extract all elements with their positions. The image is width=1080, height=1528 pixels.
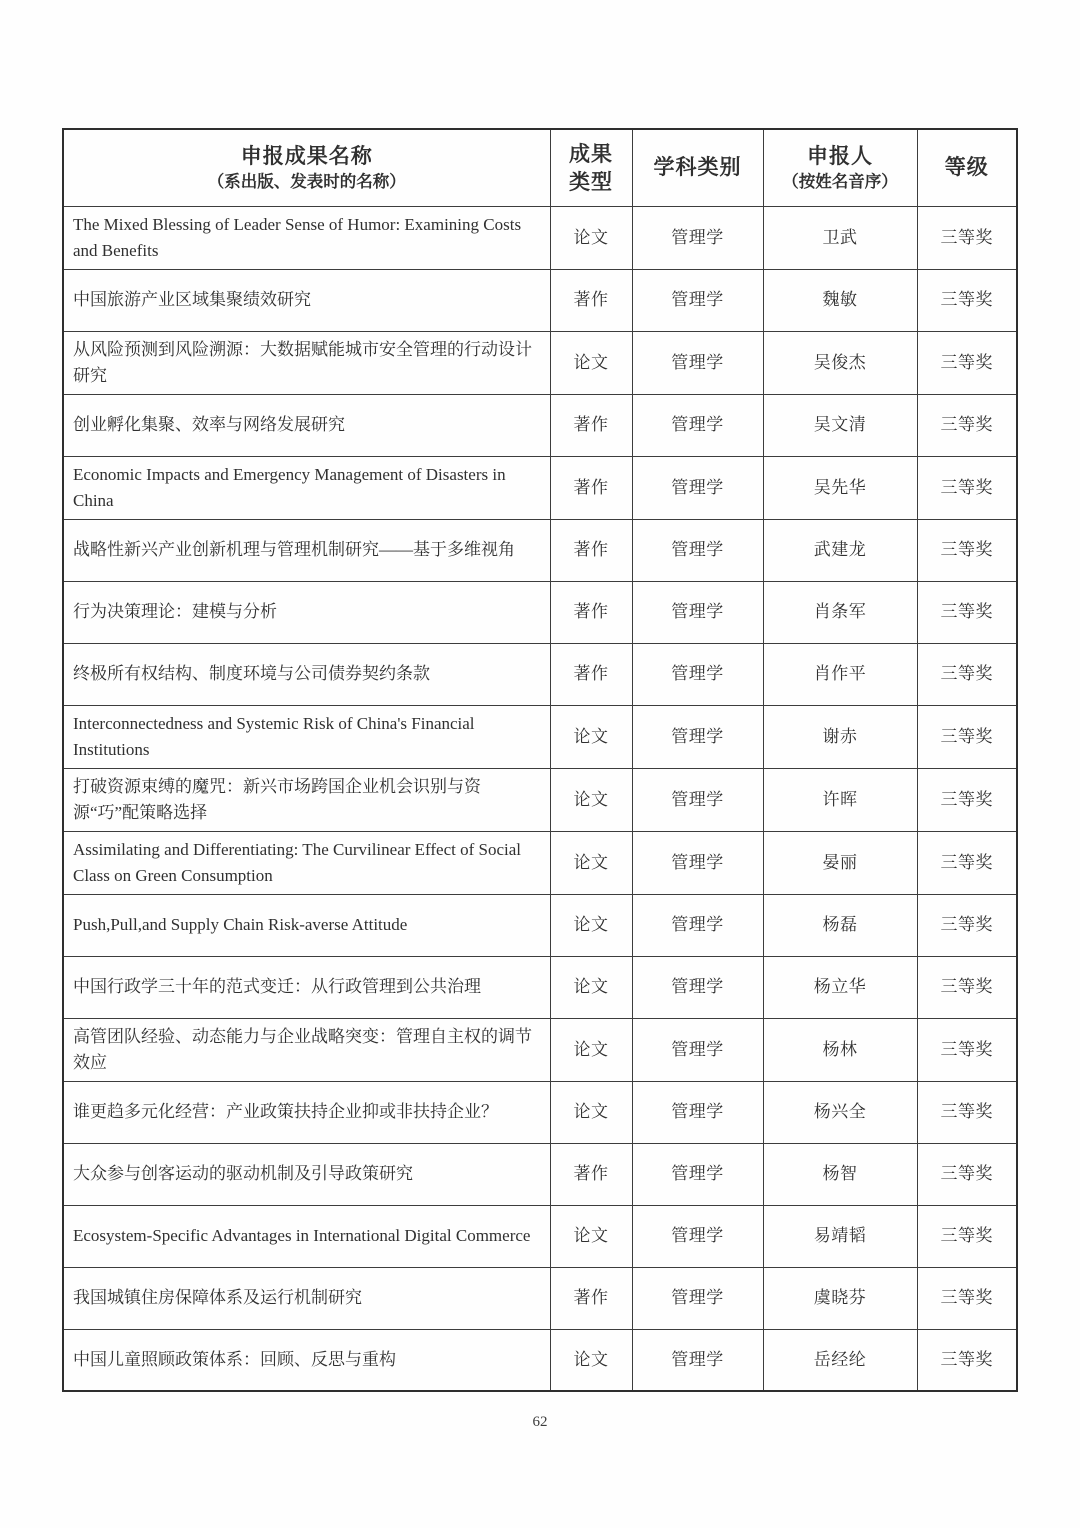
header-achievement-name-title: 申报成果名称 — [240, 143, 373, 168]
cell-applicant: 吴俊杰 — [763, 331, 917, 394]
cell-achievement-name: 打破资源束缚的魔咒：新兴市场跨国企业机会识别与资源“巧”配策略选择 — [63, 768, 550, 831]
awards-table — [62, 128, 1018, 1392]
header-achievement-name-subtitle: （系出版、发表时的名称） — [207, 171, 406, 191]
cell-achievement-name: Assimilating and Differentiating: The Curvilinear Effect of Social Class on Green Consumption — [63, 831, 550, 894]
cell-subject-category: 管理学 — [632, 894, 763, 956]
cell-applicant: 杨智 — [763, 1143, 917, 1205]
header-applicant — [763, 129, 917, 206]
cell-achievement-type: 著作 — [550, 581, 632, 643]
cell-subject-category: 管理学 — [632, 1329, 763, 1391]
cell-subject-category: 管理学 — [632, 519, 763, 581]
cell-achievement-type: 著作 — [550, 1267, 632, 1329]
cell-subject-category: 管理学 — [632, 456, 763, 519]
cell-applicant: 肖条军 — [763, 581, 917, 643]
table-row — [63, 1143, 1017, 1205]
cell-grade: 三等奖 — [917, 956, 1017, 1018]
cell-applicant: 肖作平 — [763, 643, 917, 705]
cell-applicant: 卫武 — [763, 206, 917, 269]
cell-grade: 三等奖 — [917, 768, 1017, 831]
header-subject-category-label: 学科类别 — [653, 154, 742, 179]
table-row — [63, 456, 1017, 519]
cell-achievement-type: 论文 — [550, 1018, 632, 1081]
cell-subject-category: 管理学 — [632, 643, 763, 705]
cell-applicant: 许晖 — [763, 768, 917, 831]
cell-subject-category: 管理学 — [632, 768, 763, 831]
cell-achievement-type: 论文 — [550, 956, 632, 1018]
cell-subject-category: 管理学 — [632, 1143, 763, 1205]
header-achievement-type-line2: 类型 — [569, 169, 613, 194]
table-row — [63, 643, 1017, 705]
cell-achievement-type: 论文 — [550, 768, 632, 831]
cell-achievement-type: 著作 — [550, 456, 632, 519]
cell-subject-category: 管理学 — [632, 206, 763, 269]
header-applicant-title: 申报人 — [807, 143, 873, 168]
cell-achievement-name: 从风险预测到风险溯源：大数据赋能城市安全管理的行动设计研究 — [63, 331, 550, 394]
header-achievement-type-line1: 成果 — [569, 141, 613, 166]
table-row — [63, 768, 1017, 831]
cell-subject-category: 管理学 — [632, 1205, 763, 1267]
cell-achievement-type: 著作 — [550, 1143, 632, 1205]
cell-grade: 三等奖 — [917, 1143, 1017, 1205]
cell-achievement-name: 大众参与创客运动的驱动机制及引导政策研究 — [63, 1143, 550, 1205]
cell-achievement-name: 行为决策理论：建模与分析 — [63, 581, 550, 643]
cell-achievement-type: 著作 — [550, 519, 632, 581]
cell-grade: 三等奖 — [917, 1205, 1017, 1267]
cell-applicant: 易靖韬 — [763, 1205, 917, 1267]
cell-applicant: 杨磊 — [763, 894, 917, 956]
table-row — [63, 1081, 1017, 1143]
cell-achievement-name: 中国儿童照顾政策体系：回顾、反思与重构 — [63, 1329, 550, 1391]
cell-subject-category: 管理学 — [632, 1018, 763, 1081]
cell-achievement-name: Interconnectedness and Systemic Risk of China's Financial Institutions — [63, 705, 550, 768]
cell-subject-category: 管理学 — [632, 705, 763, 768]
table-row — [63, 519, 1017, 581]
cell-grade: 三等奖 — [917, 269, 1017, 331]
cell-achievement-name: Push,Pull,and Supply Chain Risk-averse Attitude — [63, 894, 550, 956]
cell-subject-category: 管理学 — [632, 331, 763, 394]
table-row — [63, 831, 1017, 894]
header-applicant-subtitle: （按姓名音序） — [782, 171, 898, 191]
cell-achievement-type: 著作 — [550, 643, 632, 705]
cell-grade: 三等奖 — [917, 206, 1017, 269]
table-row — [63, 581, 1017, 643]
cell-achievement-type: 论文 — [550, 331, 632, 394]
cell-applicant: 武建龙 — [763, 519, 917, 581]
cell-achievement-type: 论文 — [550, 1329, 632, 1391]
table-row — [63, 1205, 1017, 1267]
cell-achievement-type: 论文 — [550, 831, 632, 894]
table-row — [63, 1329, 1017, 1391]
cell-applicant: 杨林 — [763, 1018, 917, 1081]
cell-applicant: 杨兴全 — [763, 1081, 917, 1143]
table-body — [63, 206, 1017, 1391]
cell-achievement-name: 谁更趋多元化经营：产业政策扶持企业抑或非扶持企业？ — [63, 1081, 550, 1143]
table-row — [63, 269, 1017, 331]
cell-grade: 三等奖 — [917, 519, 1017, 581]
cell-subject-category: 管理学 — [632, 269, 763, 331]
cell-achievement-type: 著作 — [550, 269, 632, 331]
header-achievement-type — [550, 129, 632, 206]
cell-grade: 三等奖 — [917, 1018, 1017, 1081]
cell-grade: 三等奖 — [917, 1329, 1017, 1391]
cell-achievement-name: 战略性新兴产业创新机理与管理机制研究——基于多维视角 — [63, 519, 550, 581]
cell-grade: 三等奖 — [917, 331, 1017, 394]
cell-achievement-name: 高管团队经验、动态能力与企业战略突变：管理自主权的调节效应 — [63, 1018, 550, 1081]
table-row — [63, 705, 1017, 768]
cell-grade: 三等奖 — [917, 394, 1017, 456]
cell-applicant: 魏敏 — [763, 269, 917, 331]
table-row — [63, 206, 1017, 269]
header-subject-category — [632, 129, 763, 206]
cell-grade: 三等奖 — [917, 643, 1017, 705]
table-row — [63, 394, 1017, 456]
cell-achievement-type: 论文 — [550, 1081, 632, 1143]
page-number: 62 — [532, 1414, 548, 1430]
cell-grade: 三等奖 — [917, 705, 1017, 768]
cell-grade: 三等奖 — [917, 831, 1017, 894]
table-row — [63, 1267, 1017, 1329]
cell-grade: 三等奖 — [917, 456, 1017, 519]
cell-applicant: 晏丽 — [763, 831, 917, 894]
cell-subject-category: 管理学 — [632, 581, 763, 643]
table-row — [63, 956, 1017, 1018]
cell-applicant: 杨立华 — [763, 956, 917, 1018]
cell-achievement-name: Ecosystem-Specific Advantages in International Digital Commerce — [63, 1205, 550, 1267]
cell-subject-category: 管理学 — [632, 1267, 763, 1329]
cell-achievement-name: 终极所有权结构、制度环境与公司债券契约条款 — [63, 643, 550, 705]
cell-achievement-name: 中国旅游产业区域集聚绩效研究 — [63, 269, 550, 331]
header-row — [63, 129, 1017, 206]
cell-grade: 三等奖 — [917, 1267, 1017, 1329]
cell-grade: 三等奖 — [917, 894, 1017, 956]
cell-achievement-name: 创业孵化集聚、效率与网络发展研究 — [63, 394, 550, 456]
cell-achievement-name: Economic Impacts and Emergency Management of Disasters in China — [63, 456, 550, 519]
cell-achievement-type: 著作 — [550, 394, 632, 456]
cell-subject-category: 管理学 — [632, 1081, 763, 1143]
header-achievement-name — [63, 129, 550, 206]
cell-applicant: 岳经纶 — [763, 1329, 917, 1391]
cell-achievement-type: 论文 — [550, 1205, 632, 1267]
cell-achievement-name: 我国城镇住房保障体系及运行机制研究 — [63, 1267, 550, 1329]
cell-subject-category: 管理学 — [632, 831, 763, 894]
table-row — [63, 331, 1017, 394]
cell-achievement-name: The Mixed Blessing of Leader Sense of Humor: Examining Costs and Benefits — [63, 206, 550, 269]
cell-achievement-type: 论文 — [550, 705, 632, 768]
table-row — [63, 894, 1017, 956]
table-header — [63, 129, 1017, 206]
cell-grade: 三等奖 — [917, 1081, 1017, 1143]
cell-applicant: 虞晓芬 — [763, 1267, 917, 1329]
table-row — [63, 1018, 1017, 1081]
cell-applicant: 吴文清 — [763, 394, 917, 456]
cell-applicant: 吴先华 — [763, 456, 917, 519]
cell-achievement-name: 中国行政学三十年的范式变迁：从行政管理到公共治理 — [63, 956, 550, 1018]
cell-grade: 三等奖 — [917, 581, 1017, 643]
cell-subject-category: 管理学 — [632, 394, 763, 456]
cell-applicant: 谢赤 — [763, 705, 917, 768]
cell-achievement-type: 论文 — [550, 894, 632, 956]
cell-subject-category: 管理学 — [632, 956, 763, 1018]
header-grade — [917, 129, 1017, 206]
cell-achievement-type: 论文 — [550, 206, 632, 269]
header-grade-label: 等级 — [944, 154, 989, 179]
